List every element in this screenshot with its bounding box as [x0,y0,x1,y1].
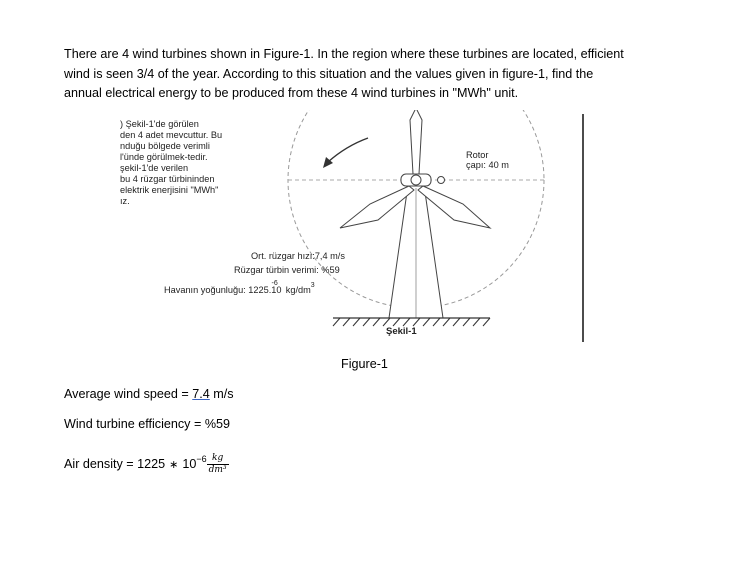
question-line: There are 4 wind turbines shown in Figure-1. In the region where these turbines are located, efficient [64,47,624,61]
rotor-diameter-label: çapı: 40 m [466,160,509,170]
wind-speed-value: 7.4 [192,387,210,401]
question-text [64,45,684,104]
turkish-text-line: den 4 adet mevcuttur. Bu [120,130,223,140]
blade-up [410,110,422,174]
turkish-text-line: bu 4 rüzgar türbininden [120,174,215,184]
turkish-text-line: nduğu bölgede verimli [120,141,210,151]
rear-hub [438,177,445,184]
efficiency-label: Rüzgar türbin verimi: %59 [234,265,340,275]
given-wind-speed: Average wind speed = 7.4 m/s [64,387,234,401]
turkish-text-line: ız. [120,196,130,206]
question-line: wind is seen 3/4 of the year. According to this situation and the values given in figure-1, find the [64,66,594,81]
turkish-text-line: l'ünde görülmek-tedir. [120,152,208,162]
given-air-density: Air density = 1225 ∗ $10^{-6}$ $\frac{kg}{\text{dm³}}$ [64,453,227,476]
figure-caption: Figure-1 [341,357,388,371]
turbine-diagram [118,110,588,345]
turkish-text-line: elektrik enerjisini "MWh" [120,185,219,195]
turkish-text-line: ) Şekil-1'de görülen [120,119,199,129]
rotation-arrow [328,138,368,162]
density-unit-fraction: $\frac{kg}{\text{dm³}}$ [208,453,227,476]
question-line: annual electrical energy to be produced from these 4 wind turbines in "MWh" unit. [64,86,519,100]
turkish-text-line: şekil-1'de verilen [120,163,189,173]
wind-turbine-figure [118,110,588,345]
wind-speed-label: Ort. rüzgar hızı:7,4 m/s [251,251,345,261]
ground-hatch [333,318,490,326]
given-efficiency: Wind turbine efficiency = %59 [64,417,231,431]
figure-number-label: Şekil-1 [386,326,417,337]
density-label: Havanın yoğunluğu: $1225.10-6kg/dm^3$ [164,280,315,295]
hub [411,175,421,185]
rotor-label: Rotor [466,150,489,160]
multiply-icon: ∗ [169,459,179,471]
